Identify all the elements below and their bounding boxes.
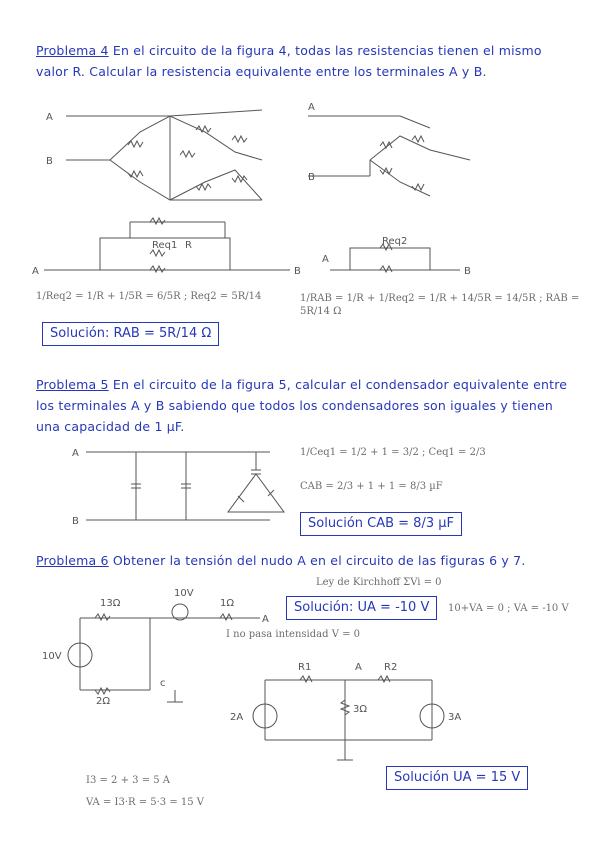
problem4-eq-left: 1/Req2 = 1/R + 1/5R = 6/5R ; Req2 = 5R/14 <box>36 291 262 302</box>
problem6-statement: Obtener la tensión del nudo A en el circuito de las figuras 6 y 7. <box>112 553 526 568</box>
label-3ohm: 3Ω <box>353 704 368 715</box>
problem4-eq-right: 1/RAB = 1/R + 1/Req2 = 1/R + 14/5R = 14/5R ; RAB = 5R/14 Ω <box>300 293 580 317</box>
problem4-solution-box: Solución: RAB = 5R/14 Ω <box>42 322 219 346</box>
label-B-fig4b: B <box>308 172 315 183</box>
problem4-statement: En el circuito de la figura 4, todas las resistencias tienen el mismo valor R. Calcular la resistencia equivalente entre los terminales A y B. <box>36 43 542 79</box>
label-10V-source: 10V <box>42 651 62 662</box>
problem6-header: Problema 6 <box>36 553 109 568</box>
label-Req1: Req1 <box>152 240 178 251</box>
label-B-ladder2: B <box>464 266 471 277</box>
label-2ohm: 2Ω <box>96 696 111 707</box>
problem6-kvl-note: 10+VA = 0 ; VA = -10 V <box>448 603 569 614</box>
problem5-header: Problema 5 <box>36 377 109 392</box>
label-1ohm: 1Ω <box>220 598 235 609</box>
label-B-fig5: B <box>72 516 79 527</box>
label-A-ladder2: A <box>322 254 329 265</box>
problem5-solution-box: Solución CAB = 8/3 µF <box>300 512 462 536</box>
problem5-text <box>36 374 576 437</box>
problem6-voltage-work: VA = I3·R = 5·3 = 15 V <box>86 797 205 808</box>
problem6-text <box>36 550 576 571</box>
label-B-fig4: B <box>46 156 53 167</box>
label-3A: 3A <box>448 712 462 723</box>
label-13ohm: 13Ω <box>100 598 121 609</box>
problem5-eq1: 1/Ceq1 = 1/2 + 1 = 3/2 ; Ceq1 = 2/3 <box>300 447 486 458</box>
problem6-no-current-note: I no pasa intensidad V = 0 <box>226 629 361 640</box>
problem6-current-work: I3 = 2 + 3 = 5 A <box>86 775 171 786</box>
problem5-eq2: CAB = 2/3 + 1 + 1 = 8/3 µF <box>300 481 443 492</box>
label-A-fig7: A <box>355 662 362 673</box>
label-A-fig4b: A <box>308 102 315 113</box>
problem4-header: Problema 4 <box>36 43 109 58</box>
label-R-ladder: R <box>185 240 192 251</box>
label-A-fig5: A <box>72 448 79 459</box>
label-R1: R1 <box>298 662 312 673</box>
label-10V-top: 10V <box>174 588 194 599</box>
label-A-fig6: A <box>262 614 269 625</box>
label-A-fig4: A <box>46 112 53 123</box>
problem6-solution2-box: Solución UA = 15 V <box>386 766 528 790</box>
problem5-statement: En el circuito de la figura 5, calcular el condensador equivalente entre los terminales A y B sabiendo que todos los condensadores son iguales y tienen una capacidad de 1 µF. <box>36 377 568 434</box>
label-2A: 2A <box>230 712 244 723</box>
label-c-fig6: c <box>160 678 166 689</box>
label-R2: R2 <box>384 662 398 673</box>
problem6-kirchhoff-note: Ley de Kirchhoff ΣVi = 0 <box>316 577 442 588</box>
problem6-solution1-box: Solución: UA = -10 V <box>286 596 437 620</box>
label-Req2: Req2 <box>382 236 408 247</box>
label-B-ladder: B <box>294 266 301 277</box>
label-A-ladder: A <box>32 266 39 277</box>
